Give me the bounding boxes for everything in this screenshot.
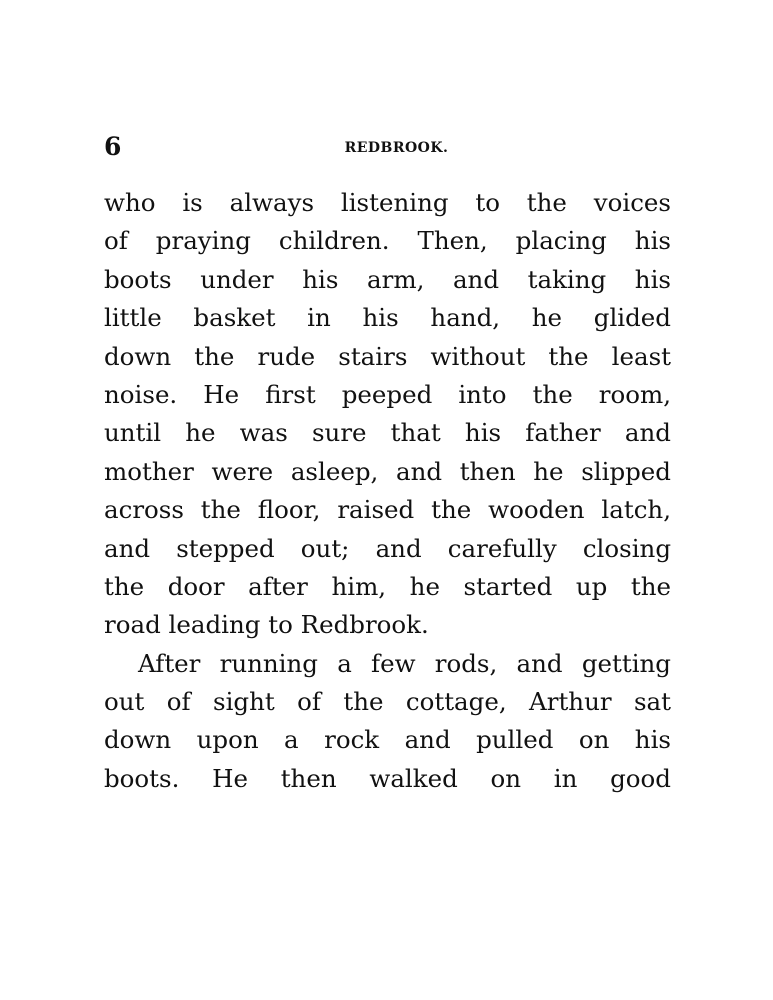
body-text xyxy=(104,184,671,798)
text-line: who is always listening to the voices xyxy=(104,188,671,217)
page-number: 6 xyxy=(104,132,122,161)
text-line: until he was sure that his father and xyxy=(104,418,671,448)
paragraph-1 xyxy=(104,184,671,645)
text-line: out of sight of the cottage, Arthur sat xyxy=(104,687,671,717)
text-line: across the floor, raised the wooden latch, xyxy=(104,495,671,525)
text-line: of praying children. Then, placing his xyxy=(104,226,671,256)
running-head: REDBROOK. xyxy=(344,140,449,156)
text-line: and stepped out; and carefully closing xyxy=(104,533,671,563)
text-line: mother were asleep, and then he slipped xyxy=(104,456,671,486)
text-line: road leading to Redbrook. xyxy=(104,610,429,640)
text-line: noise. He first peeped into the room, xyxy=(104,379,671,409)
text-line: boots. He then walked on in good xyxy=(104,763,671,793)
text-line: boots under his arm, and taking his xyxy=(104,264,671,294)
text-line: little basket in his hand, he glided xyxy=(104,303,671,333)
text-line: After running a few rods, and getting xyxy=(138,648,671,678)
text-line: the door after him, he started up the xyxy=(104,571,671,601)
paragraph-2 xyxy=(104,645,671,799)
text-line: down upon a rock and pulled on his xyxy=(104,725,671,755)
text-line: down the rude stairs without the least xyxy=(104,341,671,371)
